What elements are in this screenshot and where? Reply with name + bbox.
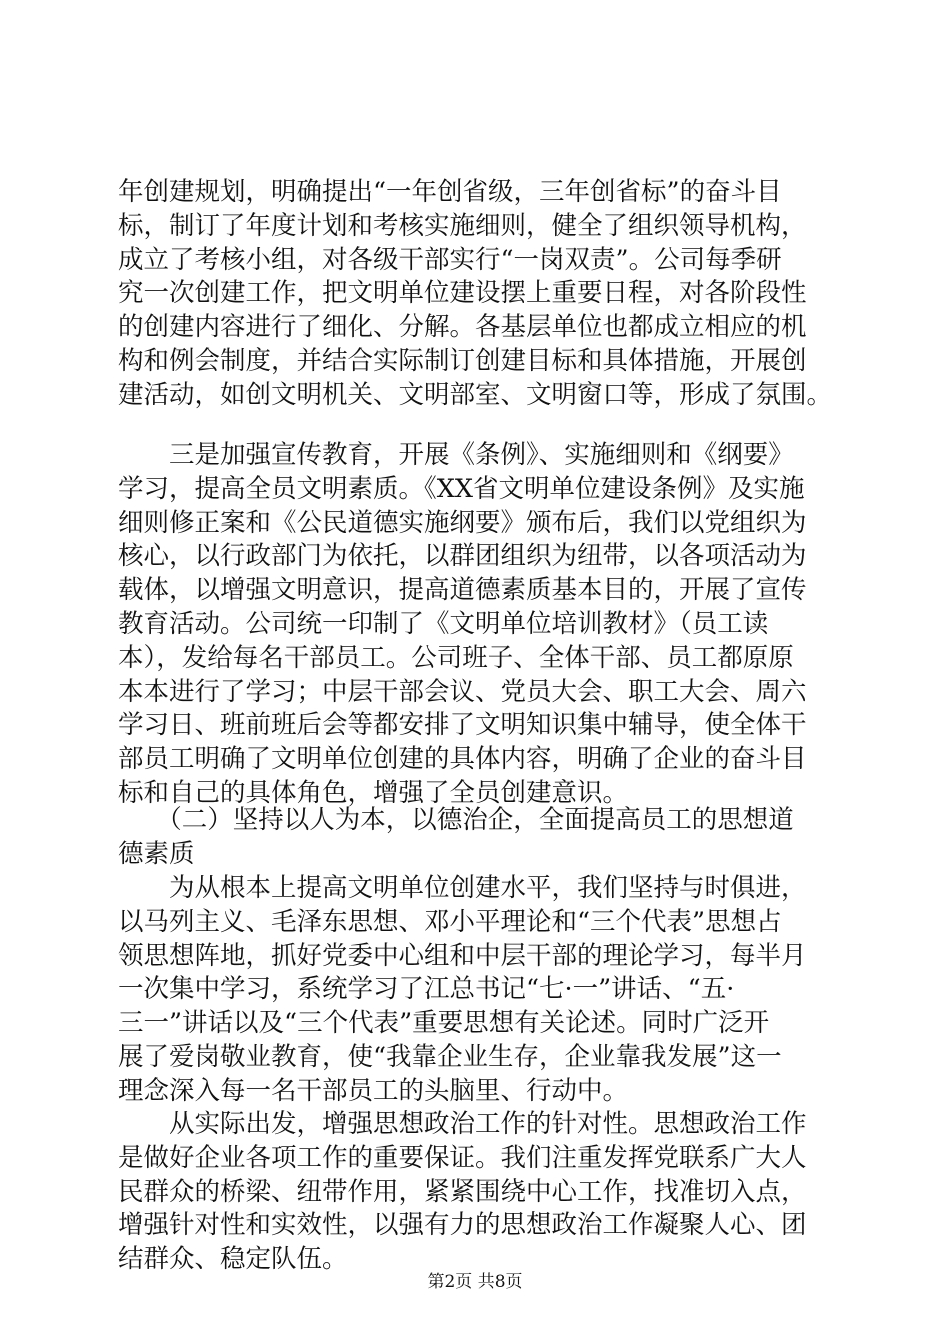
paragraph-4: 从实际出发，增强思想政治工作的针对性。思想政治工作 是做好企业各项工作的重要保证。我们注重发挥党联系广大人 民群众的桥梁、纽带作用，紧紧围绕中心工作，找准切入点， 增强针对性和实效性，以强有力的思想政治工作凝聚人心、团 结群众、稳定队伍。: [118, 1109, 807, 1275]
section-heading: （二）坚持以人为本，以德治企，全面提高员工的思想道 德素质: [118, 805, 794, 869]
paragraph-3: 为从根本上提高文明单位创建水平，我们坚持与时俱进， 以马列主义、毛泽东思想、邓小平理论和“三个代表”思想占 领思想阵地，抓好党委中心组和中层干部的理论学习，每半月 一次集中学习，系统学习了江总书记“七·一”讲话、“五· 三一”讲话以及“三个代表”重要思想有关论述。同时广泛开 展了爱岗敬业教育，使“我靠企业生存，企业靠我发展”这一 理念深入每一名干部员工的头脑里、行动中。: [118, 873, 807, 1106]
paragraph-2: 三是加强宣传教育，开展《条例》、实施细则和《纲要》 学习，提高全员文明素质。《XX省文明单位建设条例》及实施 细则修正案和《公民道德实施纲要》颁布后，我们以党组织为 核心，以行政部门为依托，以群团组织为纽带，以各项活动为 载体，以增强文明意识，提高道德素质基本目的，开展了宣传 教育活动。公司统一印制了《文明单位培训教材》（员工读 本），发给每名干部员工。公司班子、全体干部、员工都原原 本本进行了学习；中层干部会议、党员大会、职工大会、周六 学习日、班前班后会等都安排了文明知识集中辅导，使全体干 部员工明确了文明单位创建的具体内容，明确了企业的奋斗目 标和自己的具体角色，增强了全员创建意识。: [118, 440, 807, 808]
page-number-footer: 第2页 共8页: [427, 1272, 523, 1292]
paragraph-1: 年创建规划，明确提出“一年创省级，三年创省标”的奋斗目 标，制订了年度计划和考核实施细则，健全了组织领导机构， 成立了考核小组，对各级干部实行“一岗双责”。公司每季研 究一次创建工作，把文明单位建设摆上重要日程，对各阶段性 的创建内容进行了细化、分解。各基层单位也都成立相应的机 构和例会制度，并结合实际制订创建目标和具体措施，开展创 建活动，如创文明机关、文明部室、文明窗口等，形成了氛围。: [118, 177, 833, 410]
